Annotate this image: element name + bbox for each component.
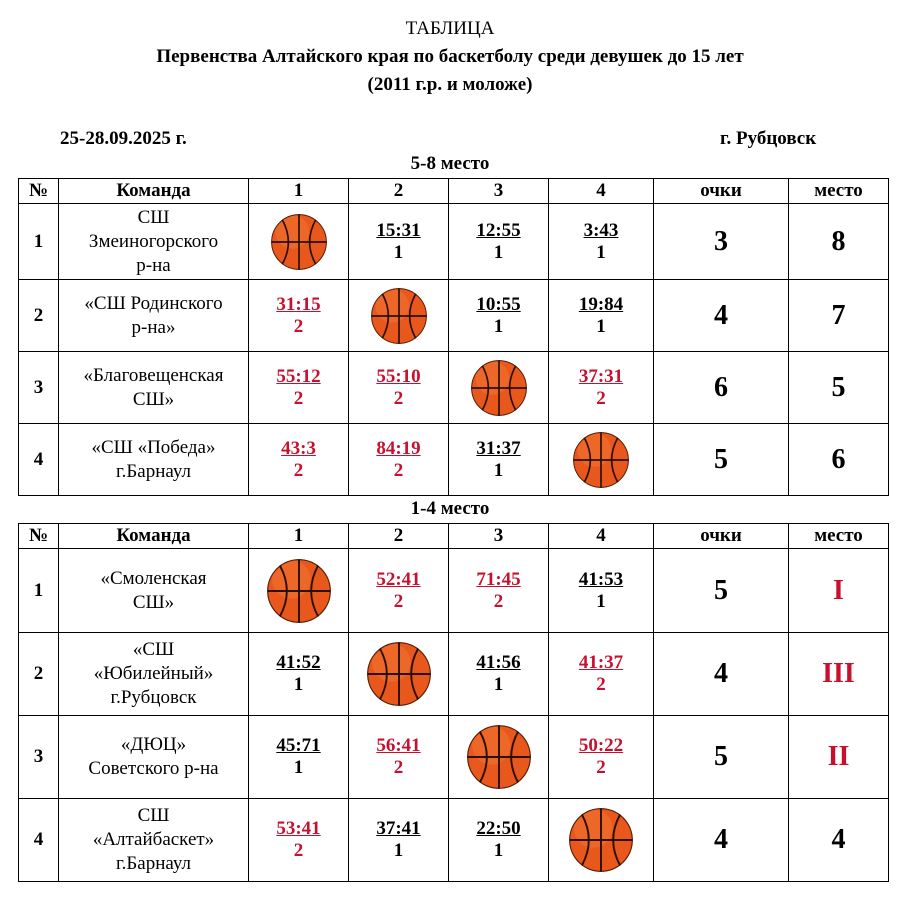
basketball-icon (267, 559, 331, 623)
team-row (19, 204, 889, 280)
column-header: 4 (549, 524, 654, 549)
result-cell (549, 799, 654, 882)
result-cell (249, 204, 349, 280)
team-row (19, 633, 889, 716)
column-header: Команда (59, 524, 249, 549)
result-cell (249, 549, 349, 633)
match-result (476, 438, 520, 482)
team-name (59, 549, 249, 633)
match-result (476, 652, 520, 696)
match-points: 1 (596, 315, 606, 337)
final-place: 8 (789, 204, 889, 280)
result-cell (449, 424, 549, 496)
match-score: 37:41 (376, 818, 421, 839)
match-points: 1 (493, 674, 504, 695)
row-number: 4 (19, 799, 59, 882)
result-cell (549, 549, 654, 633)
final-place: II (789, 716, 889, 799)
result-cell (549, 352, 654, 424)
match-result (579, 366, 623, 410)
match-score: 41:52 (276, 652, 321, 673)
match-score: 53:41 (276, 818, 321, 839)
total-points: 4 (654, 280, 789, 352)
match-score: 55:10 (376, 365, 421, 387)
team-name (59, 716, 249, 799)
match-score: 10:55 (476, 293, 521, 315)
basketball-icon (569, 808, 633, 872)
result-cell (349, 716, 449, 799)
match-result (376, 366, 420, 410)
team-name-line: р-на» (131, 316, 176, 338)
match-result (476, 569, 520, 613)
team-name-line: СШ» (132, 591, 175, 613)
match-points: 1 (493, 241, 504, 263)
result-cell (249, 352, 349, 424)
match-points: 2 (393, 757, 404, 778)
document-title: ТАБЛИЦА (405, 18, 495, 39)
column-header: 3 (449, 524, 549, 549)
total-points: 5 (654, 549, 789, 633)
match-score: 3:43 (583, 219, 619, 241)
match-score: 71:45 (476, 568, 521, 590)
match-points: 1 (293, 674, 304, 695)
final-place: 5 (789, 352, 889, 424)
total-points: 5 (654, 716, 789, 799)
match-result (376, 735, 420, 779)
final-place: 4 (789, 799, 889, 882)
section-label-1-4: 1-4 место (410, 498, 490, 519)
row-number: 4 (19, 424, 59, 496)
match-points: 2 (293, 459, 304, 481)
team-name-line: г.Барнаул (115, 460, 192, 482)
section-label-5-8: 5-8 место (410, 153, 490, 174)
match-result (476, 294, 520, 338)
match-result (584, 220, 619, 264)
result-cell (449, 280, 549, 352)
team-row (19, 424, 889, 496)
result-cell (549, 280, 654, 352)
match-score: 52:41 (376, 568, 421, 590)
team-name-line: г.Барнаул (115, 853, 192, 874)
match-result (376, 818, 420, 862)
column-header: 2 (349, 524, 449, 549)
column-header: 3 (449, 179, 549, 204)
match-result (579, 294, 623, 338)
result-cell (549, 716, 654, 799)
match-points: 2 (293, 840, 304, 861)
match-result (579, 569, 623, 613)
match-points: 2 (293, 315, 304, 337)
match-result (376, 220, 420, 264)
match-score: 19:84 (578, 293, 624, 315)
result-cell (549, 633, 654, 716)
team-name-line: «ДЮЦ» (120, 734, 187, 755)
column-header: Команда (59, 179, 249, 204)
match-points: 2 (293, 387, 304, 409)
match-score: 84:19 (376, 437, 421, 459)
match-score: 56:41 (376, 735, 421, 756)
total-points: 3 (654, 204, 789, 280)
team-name-line: «СШ (132, 639, 175, 660)
match-result (276, 366, 320, 410)
team-row (19, 549, 889, 633)
match-score: 50:22 (578, 735, 624, 756)
match-points: 1 (596, 241, 606, 263)
team-row (19, 716, 889, 799)
match-points: 1 (596, 590, 606, 612)
result-cell (449, 549, 549, 633)
row-number: 3 (19, 352, 59, 424)
match-score: 43:3 (281, 437, 316, 459)
result-cell (449, 352, 549, 424)
match-points: 1 (293, 757, 304, 778)
result-cell (249, 280, 349, 352)
match-score: 15:31 (376, 219, 421, 241)
match-points: 1 (493, 459, 504, 481)
result-cell (549, 424, 654, 496)
column-header: 4 (549, 179, 654, 204)
match-points: 1 (393, 840, 404, 861)
match-points: 2 (596, 674, 606, 695)
row-number: 2 (19, 280, 59, 352)
team-name (59, 799, 249, 882)
team-row (19, 352, 889, 424)
column-header: очки (654, 524, 789, 549)
match-result (276, 652, 320, 696)
result-cell (249, 633, 349, 716)
match-points: 1 (393, 241, 404, 263)
team-name-line: р-на (136, 254, 171, 276)
total-points: 5 (654, 424, 789, 496)
result-cell (349, 280, 449, 352)
match-points: 1 (493, 315, 504, 337)
match-points: 2 (596, 387, 606, 409)
basketball-icon (471, 360, 527, 416)
standings-table-5-8 (18, 178, 889, 496)
basketball-icon (467, 725, 531, 789)
team-name (59, 352, 249, 424)
column-header: № (19, 524, 59, 549)
column-header: 1 (249, 524, 349, 549)
header-row (19, 524, 889, 549)
team-name-line: «Смоленская (100, 567, 207, 589)
match-score: 41:56 (476, 652, 521, 673)
team-name-line: СШ (137, 805, 170, 826)
team-name-line: «СШ Родинского (84, 292, 223, 314)
match-score: 37:31 (578, 365, 624, 387)
row-number: 1 (19, 204, 59, 280)
column-header: 1 (249, 179, 349, 204)
final-place: 6 (789, 424, 889, 496)
match-points: 1 (493, 840, 504, 861)
team-name-line: «Благовещенская (83, 364, 224, 386)
result-cell (449, 204, 549, 280)
column-header: № (19, 179, 59, 204)
result-cell (549, 204, 654, 280)
match-result (276, 735, 320, 779)
row-number: 3 (19, 716, 59, 799)
team-name-line: г.Рубцовск (110, 687, 197, 708)
result-cell (449, 633, 549, 716)
match-result (579, 652, 623, 696)
team-name-line: СШ» (132, 388, 175, 410)
match-result (281, 438, 316, 482)
result-cell (349, 549, 449, 633)
match-points: 2 (393, 590, 404, 612)
match-score: 55:12 (276, 365, 321, 387)
result-cell (249, 424, 349, 496)
result-cell (349, 424, 449, 496)
basketball-icon (573, 432, 629, 488)
match-points: 2 (393, 387, 404, 409)
result-cell (349, 352, 449, 424)
match-score: 41:53 (578, 568, 624, 590)
column-header: место (789, 179, 889, 204)
team-row (19, 280, 889, 352)
match-score: 31:37 (476, 437, 521, 459)
team-name-line: «Юбилейный» (93, 663, 214, 684)
column-header: 2 (349, 179, 449, 204)
row-number: 2 (19, 633, 59, 716)
row-number: 1 (19, 549, 59, 633)
document-subtitle-age: (2011 г.р. и моложе) (367, 74, 533, 95)
basketball-icon (271, 214, 327, 270)
match-result (476, 220, 520, 264)
match-score: 41:37 (578, 652, 624, 673)
match-result (276, 818, 320, 862)
match-score: 12:55 (476, 219, 521, 241)
result-cell (449, 716, 549, 799)
column-header: место (789, 524, 889, 549)
final-place: 7 (789, 280, 889, 352)
team-name (59, 633, 249, 716)
result-cell (249, 716, 349, 799)
header-row (19, 179, 889, 204)
match-result (376, 438, 420, 482)
team-name-line: «Алтайбаскет» (92, 829, 215, 850)
total-points: 4 (654, 799, 789, 882)
match-score: 45:71 (276, 735, 321, 756)
document-subtitle: Первенства Алтайского края по баскетболу среди девушек до 15 лет (156, 46, 744, 67)
result-cell (349, 204, 449, 280)
total-points: 4 (654, 633, 789, 716)
match-result (579, 735, 623, 779)
total-points: 6 (654, 352, 789, 424)
team-row (19, 799, 889, 882)
result-cell (449, 799, 549, 882)
match-result (276, 294, 320, 338)
match-result (376, 569, 420, 613)
event-date: 25-28.09.2025 г. (60, 128, 187, 149)
match-score: 31:15 (276, 293, 321, 315)
result-cell (349, 799, 449, 882)
team-name-line: СШ (137, 206, 170, 228)
team-name (59, 280, 249, 352)
match-points: 2 (393, 459, 404, 481)
team-name (59, 204, 249, 280)
standings-table-1-4 (18, 523, 889, 882)
match-result (476, 818, 520, 862)
team-name (59, 424, 249, 496)
match-points: 2 (493, 590, 504, 612)
team-name-line: «СШ «Победа» (91, 436, 216, 458)
column-header: очки (654, 179, 789, 204)
team-name-line: Змеиногорского (88, 230, 219, 252)
result-cell (349, 633, 449, 716)
team-name-line: Советского р-на (88, 758, 219, 779)
match-score: 22:50 (476, 818, 521, 839)
basketball-icon (367, 642, 431, 706)
match-points: 2 (596, 757, 606, 778)
basketball-icon (371, 288, 427, 344)
final-place: I (789, 549, 889, 633)
result-cell (249, 799, 349, 882)
final-place: III (789, 633, 889, 716)
event-city: г. Рубцовск (720, 128, 817, 149)
